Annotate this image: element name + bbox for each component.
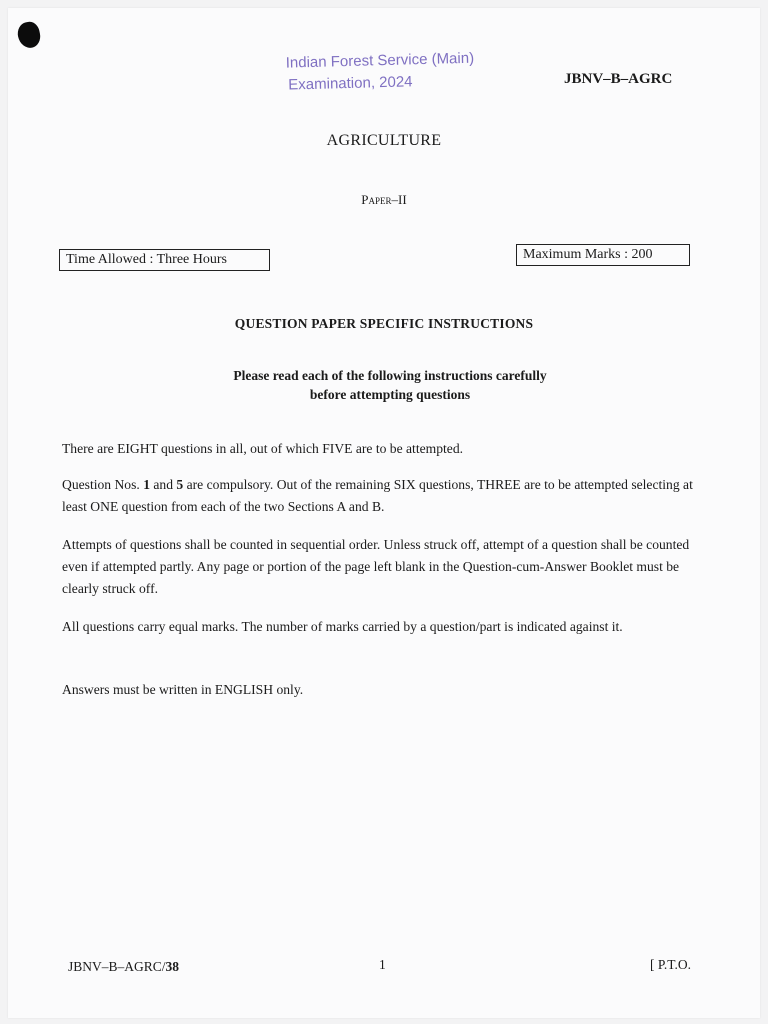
paper-code: JBNV–B–AGRC <box>564 71 673 87</box>
read-notice-line-1: Please read each of the following instructions carefully <box>233 368 547 383</box>
instruction-paragraph-5: Answers must be written in ENGLISH only. <box>62 682 304 697</box>
footer-code-text: JBNV–B–AGRC/ <box>68 959 166 974</box>
p2-text-start: Question Nos. <box>62 477 144 492</box>
read-notice-line-2: before attempting questions <box>309 387 471 402</box>
exam-stamp <box>285 47 486 96</box>
paper-number: Paper–II <box>361 192 407 207</box>
instruction-paragraph-4: All questions carry equal marks. The number of marks carried by a question/part is indicated against it. <box>62 619 623 634</box>
p2-and: and <box>149 477 177 492</box>
time-allowed-box: Time Allowed : Three Hours <box>59 249 270 271</box>
instruction-paragraph-3: Attempts of questions shall be counted in sequential order. Unless struck off, attempt of a question shall be counted even if attempted partly. Any page or portion of the page left blank in the Question-cum-Answer Booklet must be clearly struck off. <box>62 537 690 596</box>
maximum-marks-box: Maximum Marks : 200 <box>516 244 690 266</box>
p2-question-5: 5 <box>176 477 184 492</box>
footer-paper-code <box>68 959 179 975</box>
page-number: 1 <box>379 957 386 972</box>
instruction-paragraph-1: There are EIGHT questions in all, out of which FIVE are to be attempted. <box>62 441 464 456</box>
instruction-paragraph-2 <box>62 474 696 518</box>
read-carefully-notice <box>120 366 660 404</box>
footer-code-suffix: 38 <box>165 959 180 974</box>
p2-text-end: are compulsory. Out of the remaining SIX questions, THREE are to be attempted selecting at least ONE question from each of the two Sections A and B. <box>62 477 693 514</box>
instructions-heading: QUESTION PAPER SPECIFIC INSTRUCTIONS <box>234 316 534 331</box>
please-turn-over: [ P.T.O. <box>650 957 692 972</box>
subject-title: AGRICULTURE <box>326 132 442 149</box>
stamp-line-1: Indian Forest Service (Main) <box>285 49 475 72</box>
stamp-line-2: Examination, 2024 <box>288 73 413 94</box>
p2-question-1: 1 <box>143 477 150 492</box>
